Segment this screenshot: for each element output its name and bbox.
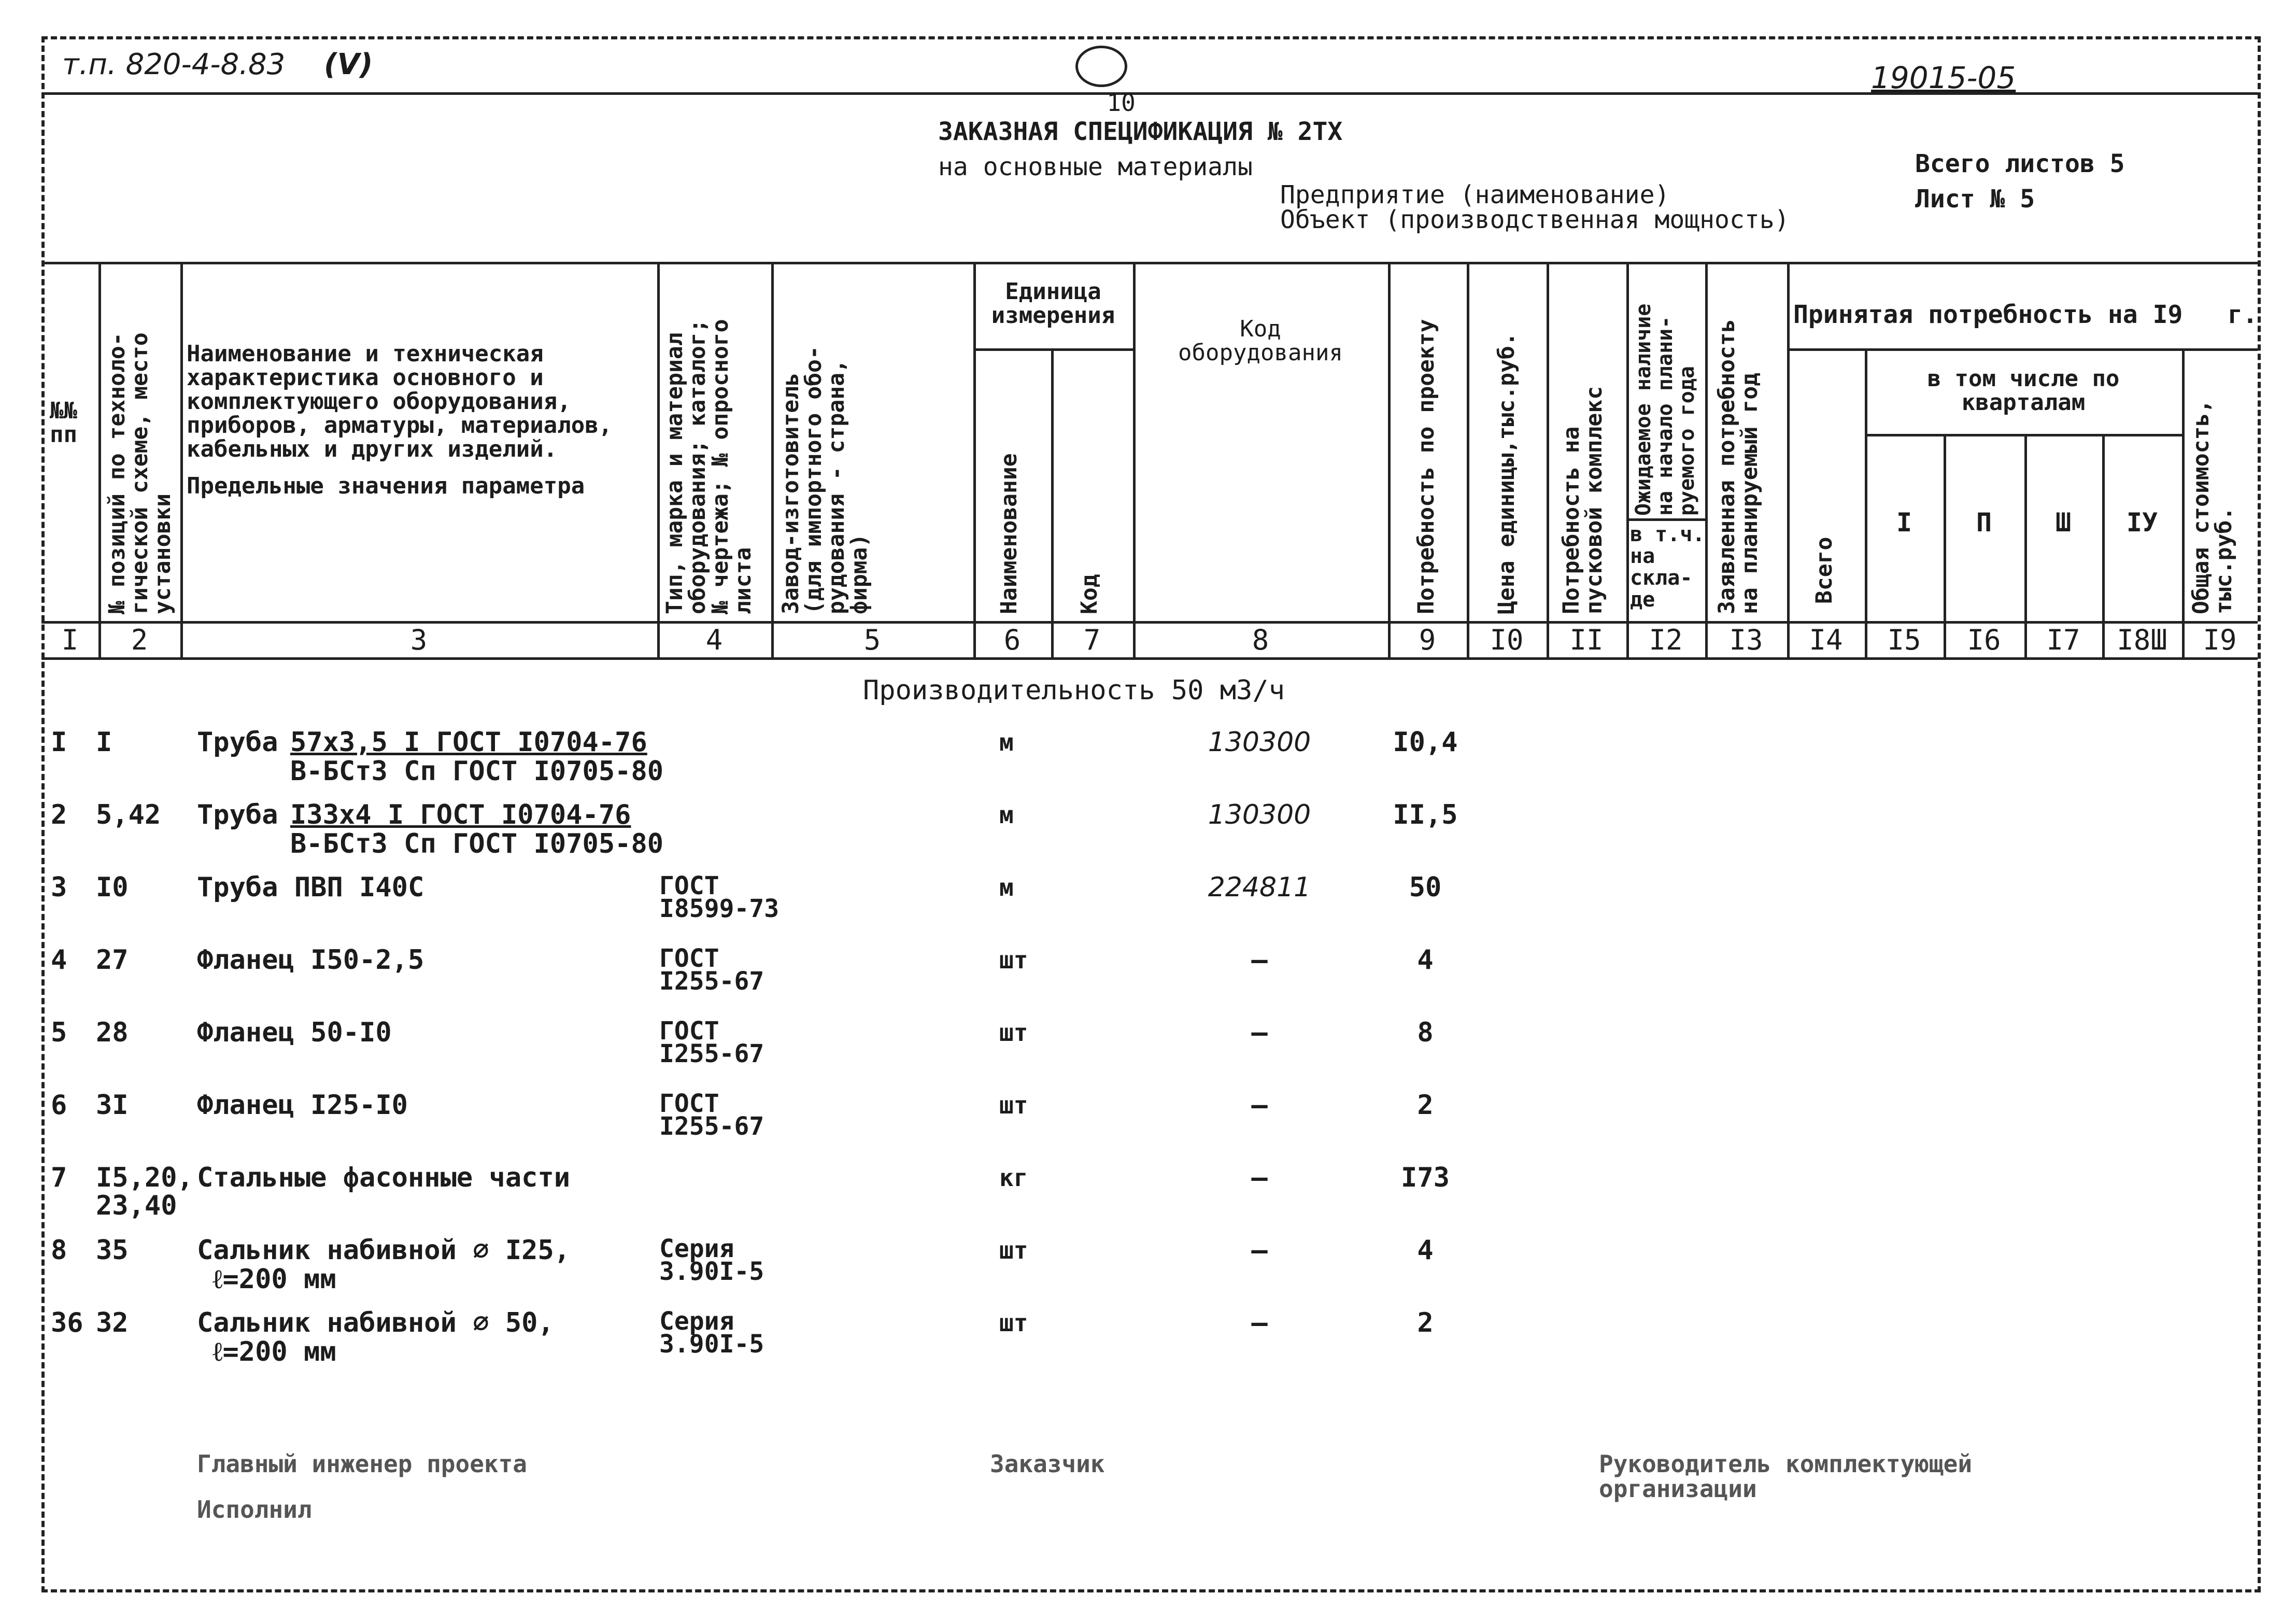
header-quarter-2: П: [1976, 507, 1992, 538]
row-number: 2: [51, 799, 67, 830]
column-number: I2: [1649, 624, 1683, 656]
row-name-line2: В-БСт3 Сп ГОСТ I0705-80: [290, 756, 664, 787]
header-manufacturer: Завод-изготовитель (для импортного обо- рудования - страна, фирма): [778, 346, 872, 614]
col-sep: [98, 262, 101, 657]
row-unit: кг: [999, 1164, 1028, 1192]
accepted-group-rule: [1787, 348, 2258, 351]
signature-chief-engineer: Главный инженер проекта: [197, 1450, 527, 1478]
col-sep: [1787, 262, 1790, 657]
row-name: Сальник набивной ∅ 50,: [197, 1307, 554, 1338]
column-number: 8: [1252, 624, 1269, 656]
row-unit: шт: [999, 1236, 1028, 1264]
header-declared-need: Заявленная потребность на планируемый год: [1714, 319, 1763, 614]
column-number: 9: [1419, 624, 1436, 656]
row-project-need: 2: [1417, 1307, 1434, 1338]
row-type: Серия 3.90I-5: [659, 1234, 764, 1286]
col-sep: [1705, 262, 1708, 657]
header-limit-values: Предельные значения параметра: [187, 473, 585, 499]
stamp-roman: (Ⅴ): [324, 48, 373, 81]
header-startup-need: Потребность на пусковой комплекс: [1558, 386, 1607, 614]
row-name-line2: В-БСт3 Сп ГОСТ I0705-80: [290, 828, 664, 859]
row-type: Серия 3.90I-5: [659, 1307, 764, 1359]
row-project-need: I73: [1401, 1162, 1450, 1193]
row-name: Сальник набивной ∅ I25,: [197, 1235, 571, 1266]
signature-executor: Исполнил: [197, 1496, 312, 1524]
row-project-need: 8: [1417, 1017, 1434, 1048]
row-equipment-code: 130300: [1208, 799, 1311, 830]
col-sep: [2102, 434, 2105, 657]
table-top-rule: [41, 262, 2258, 264]
row-number: I: [51, 727, 67, 758]
page-number-circle: [1075, 46, 1136, 117]
col-sep: [657, 262, 660, 657]
page-number: 10: [1107, 89, 1136, 117]
row-position: 32: [96, 1307, 129, 1338]
header-accepted-need: Принятая потребность на I9 г.: [1793, 300, 2258, 329]
object-label: Объект (производственная мощность): [1280, 205, 1790, 234]
enterprise-label: Предприятие (наименование): [1280, 180, 1670, 209]
row-number: 5: [51, 1017, 67, 1048]
header-name: Наименование и техническая характеристика основного и комплектующего оборудования, приборов, арматуры, материалов, кабельных и других изделий.: [187, 341, 613, 462]
row-equipment-code: —: [1251, 1090, 1268, 1121]
row-number: 4: [51, 944, 67, 976]
column-number: 4: [705, 624, 723, 656]
column-number: I5: [1887, 624, 1921, 656]
header-expected-stock: Ожидаемое наличие на начало плани- руемого года: [1632, 303, 1699, 516]
header-unit-name: Наименование: [996, 453, 1022, 614]
row-type: ГОСТ I255-67: [659, 944, 764, 996]
header-total: Всего: [1811, 537, 1837, 604]
signature-supplier-head: Руководитель комплектующей организации: [1599, 1450, 1973, 1503]
row-unit: шт: [999, 1309, 1028, 1337]
column-number: 7: [1083, 624, 1101, 656]
column-number: 6: [1003, 624, 1021, 656]
productivity-caption: Производительность 50 м3/ч: [863, 675, 1285, 706]
row-name: Труба ПВП I40С: [197, 872, 424, 903]
header-unit-group: Единица измерения: [991, 278, 1115, 329]
row-number: 3: [51, 872, 67, 903]
header-position: № позиций по техноло- гической схеме, место установки: [104, 332, 176, 614]
col-sep: [2182, 348, 2185, 657]
header-quarters-group: в том числе по кварталам: [1927, 365, 2120, 416]
header-project-need: Потребность по проекту: [1413, 319, 1439, 614]
header-row-number: №№ пп: [50, 398, 77, 448]
col-sep: [180, 262, 183, 657]
row-number: 6: [51, 1090, 67, 1121]
col-sep: [1944, 434, 1946, 657]
col-sep: [1626, 262, 1629, 657]
column-number: I0: [1490, 624, 1524, 656]
row-name: Фланец I50-2,5: [197, 944, 424, 976]
row-equipment-code: —: [1251, 1017, 1268, 1048]
column-number: 2: [131, 624, 148, 656]
row-position: 35: [96, 1235, 129, 1266]
row-position: I: [96, 727, 112, 758]
row-name: Фланец 50-I0: [197, 1017, 392, 1048]
col-sep: [1388, 262, 1391, 657]
row-name-designation: 57х3,5 I ГОСТ I0704-76: [290, 727, 647, 758]
row-position: 5,42: [96, 799, 161, 830]
header-total-cost: Общая стоимость, тыс.руб.: [2188, 399, 2237, 614]
col-sep: [1467, 262, 1469, 657]
column-number: 3: [410, 624, 428, 656]
row-name-designation: I33х4 I ГОСТ I0704-76: [290, 799, 631, 830]
row-position: 3I: [96, 1090, 129, 1121]
row-unit: м: [999, 873, 1014, 901]
row-position: 28: [96, 1017, 129, 1048]
column-number: II: [1569, 624, 1604, 656]
col-sep: [1547, 262, 1549, 657]
header-quarter-3: Ш: [2055, 507, 2072, 538]
signature-customer: Заказчик: [990, 1450, 1105, 1478]
row-project-need: 50: [1409, 872, 1442, 903]
header-unit-code: Код: [1076, 574, 1102, 614]
col-sep: [1051, 348, 1054, 657]
row-type: ГОСТ I255-67: [659, 1089, 764, 1141]
row-unit: шт: [999, 1019, 1028, 1047]
row-name: Фланец I25-I0: [197, 1090, 408, 1121]
column-number: I9: [2203, 624, 2237, 656]
row-project-need: I0,4: [1393, 727, 1458, 758]
col-sep: [2024, 434, 2027, 657]
row-equipment-code: —: [1251, 944, 1268, 976]
row-equipment-code: 130300: [1208, 727, 1311, 758]
column-numbers-top-rule: [41, 621, 2258, 624]
header-equipment-code: Код оборудования: [1178, 316, 1343, 366]
sheets-total: Всего листов 5: [1915, 149, 2125, 178]
row-number: 8: [51, 1235, 67, 1266]
row-type: ГОСТ I8599-73: [659, 871, 779, 923]
column-number: I4: [1809, 624, 1843, 656]
row-unit: м: [999, 801, 1014, 829]
col-sep: [771, 262, 774, 657]
row-position: I5,20, 23,40: [96, 1162, 193, 1221]
row-position: I0: [96, 872, 129, 903]
spec-subtitle: на основные материалы: [938, 152, 1253, 181]
row-project-need: 4: [1417, 944, 1434, 976]
row-name: Труба: [197, 799, 278, 830]
column-number: I: [61, 624, 79, 656]
row-equipment-code: 224811: [1208, 872, 1311, 903]
row-unit: шт: [999, 946, 1028, 974]
header-quarter-1: I: [1896, 507, 1912, 538]
column-numbers-bottom-rule: [41, 657, 2258, 660]
header-in-stock: в т.ч. на скла- де: [1630, 523, 1705, 612]
header-quarter-4: IУ: [2126, 507, 2158, 538]
column-number: I7: [2046, 624, 2080, 656]
c12-inner-rule: [1626, 518, 1705, 521]
row-number: 7: [51, 1162, 67, 1193]
column-number: I3: [1729, 624, 1763, 656]
row-position: 27: [96, 944, 129, 976]
row-number: 36: [51, 1307, 83, 1338]
row-type: ГОСТ I255-67: [659, 1017, 764, 1068]
spec-title: ЗАКАЗНАЯ СПЕЦИФИКАЦИЯ № 2ТХ: [938, 117, 1343, 146]
doc-number: 19015-05: [1871, 60, 2016, 95]
row-project-need: II,5: [1393, 799, 1458, 830]
header-type: Тип, марка и материал оборудования; каталог; № чертежа; № опросного листа: [662, 319, 756, 614]
row-unit: шт: [999, 1091, 1028, 1119]
column-number: I8Ш: [2117, 624, 2167, 656]
stamp-tp: т.п. 820-4-8.83: [62, 48, 286, 81]
row-project-need: 2: [1417, 1090, 1434, 1121]
row-equipment-code: —: [1251, 1235, 1268, 1266]
row-equipment-code: —: [1251, 1307, 1268, 1338]
quarters-group-rule: [1865, 434, 2182, 436]
row-equipment-code: —: [1251, 1162, 1268, 1193]
column-number: I6: [1967, 624, 2001, 656]
sheet-number: Лист № 5: [1915, 185, 2035, 214]
header-unit-price: Цена единицы,тыс.руб.: [1494, 332, 1520, 614]
row-name: Стальные фасонные части: [197, 1162, 571, 1193]
row-unit: м: [999, 728, 1014, 756]
row-name-line2: ℓ=200 мм: [212, 1264, 336, 1295]
row-name-line2: ℓ=200 мм: [212, 1336, 336, 1367]
row-project-need: 4: [1417, 1235, 1434, 1266]
row-name: Труба: [197, 727, 278, 758]
column-number: 5: [863, 624, 881, 656]
